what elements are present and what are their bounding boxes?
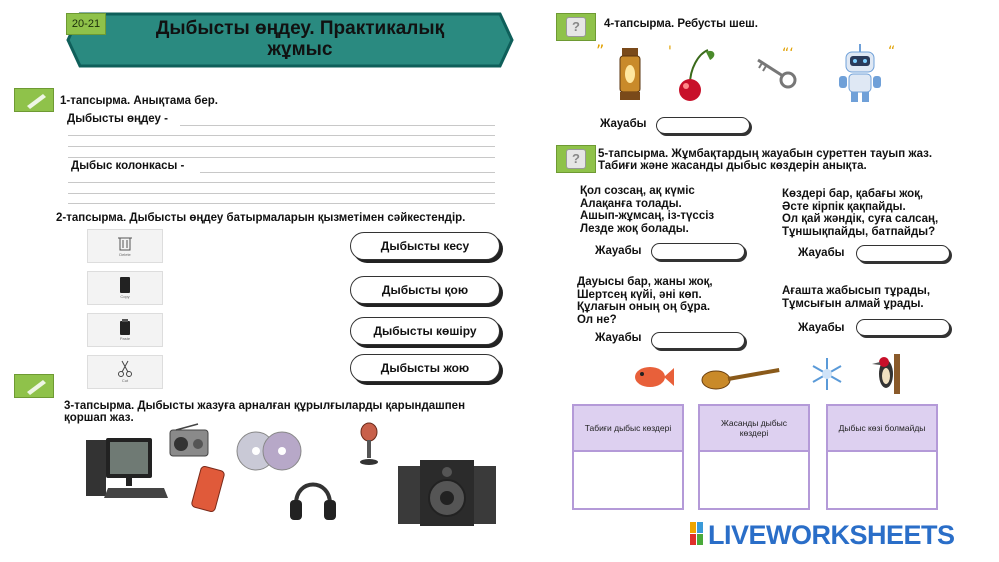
riddle-4-answer-label: Жауабы: [798, 322, 845, 334]
svg-text:“: “: [888, 44, 896, 60]
key-icon: [752, 46, 804, 96]
scissors-icon: [118, 360, 132, 378]
discs-icon[interactable]: [236, 430, 304, 472]
task2-title: 2-тапсырма. Дыбысты өңдеу батырмаларын қызметімен сәйкестендір.: [56, 212, 466, 224]
delete-thumbnail[interactable]: Delete: [87, 229, 163, 263]
riddle-2-answer-input[interactable]: [856, 245, 950, 262]
smartphone-icon[interactable]: [190, 466, 228, 512]
question-icon-2: ?: [556, 145, 596, 173]
copy-icon: [118, 276, 132, 294]
natural-sources-table: [572, 404, 684, 510]
option-copy-button[interactable]: Дыбысты көшіру: [350, 317, 500, 345]
task3-title: 3-тапсырма. Дыбысты жазуға арналған құрылғыларды қарындашпен қоршап жаз.: [64, 400, 466, 424]
pencil-icon-2: [14, 374, 54, 398]
riddle-1-answer-input[interactable]: [651, 243, 745, 260]
task5-title: 5-тапсырма. Жұмбақтардың жауабын суреттен тауып жаз. Табиғи және жасанды дыбыс көздерін анықта.: [598, 148, 933, 172]
grade-badge: 20-21: [66, 13, 106, 35]
option-paste-button[interactable]: Дыбысты қою: [350, 276, 500, 304]
task1-term1: Дыбысты өңдеу -: [67, 113, 168, 125]
svg-text:”: ”: [596, 42, 605, 60]
task4-answer-label: Жауабы: [600, 118, 647, 130]
task4-title: 4-тапсырма. Ребусты шеш.: [604, 18, 758, 30]
artificial-sources-dropzone[interactable]: [700, 452, 808, 506]
riddle-3-answer-input[interactable]: [651, 332, 745, 349]
riddle-1-answer-label: Жауабы: [595, 245, 642, 257]
cut-thumbnail[interactable]: Cut: [87, 355, 163, 389]
headphones-icon[interactable]: [288, 472, 338, 524]
liveworksheets-logo-icon: [690, 522, 704, 546]
riddle-3-answer-label: Жауабы: [595, 332, 642, 344]
riddle-1: Қол созсаң, ақ күміс Алақанға толады. Ашып-жұмсаң, із-түссіз Лезде жоқ болады.: [580, 185, 715, 235]
snowflake-icon[interactable]: [810, 356, 844, 392]
task4-answer-input[interactable]: [656, 117, 750, 134]
paste-icon: [118, 319, 132, 335]
riddle-4: Ағашта жабысып тұрады, Тұмсығын алмай ұрады.: [782, 285, 931, 310]
svg-text:“‘: “‘: [782, 46, 794, 62]
radio-icon[interactable]: [168, 422, 210, 460]
woodpecker-icon[interactable]: [870, 352, 904, 394]
option-cut-button[interactable]: Дыбысты кесу: [350, 232, 500, 260]
question-icon: ?: [556, 13, 596, 41]
speakers-icon[interactable]: [396, 458, 498, 528]
natural-sources-dropzone[interactable]: [574, 452, 682, 506]
no-source-table: [826, 404, 938, 510]
no-source-dropzone[interactable]: [828, 452, 936, 506]
page-title: [110, 18, 490, 60]
riddle-2-answer-label: Жауабы: [798, 247, 845, 259]
pencil-icon: [14, 88, 54, 112]
page-title-line2: жұмыс: [267, 39, 333, 60]
paste-thumbnail[interactable]: Paste: [87, 313, 163, 347]
microphone-icon[interactable]: [356, 422, 382, 468]
artificial-sources-table: [698, 404, 810, 510]
task1-title: 1-тапсырма. Анықтама бер.: [60, 95, 218, 107]
no-source-header: Дыбыс көзі болмайды: [828, 406, 936, 452]
fish-icon[interactable]: [630, 362, 674, 392]
option-delete-button[interactable]: Дыбысты жою: [350, 354, 500, 382]
computer-icon[interactable]: [82, 436, 168, 504]
svg-text:': ': [668, 44, 672, 60]
artificial-sources-header: Жасанды дыбыс көздері: [700, 406, 808, 452]
riddle-3: Дауысы бар, жаны жоқ, Шертсең күйі, әні көп. Құлағын оның оң бұра. Ол не?: [577, 276, 713, 326]
task1-term2: Дыбыс колонкасы -: [71, 160, 185, 172]
robot-icon: [834, 42, 904, 106]
cherry-icon: [668, 44, 720, 104]
trash-icon: [118, 235, 132, 251]
dombra-icon[interactable]: [700, 362, 784, 392]
liveworksheets-logo-text: LIVEWORKSHEETS: [708, 520, 955, 550]
natural-sources-header: Табиғи дыбыс көздері: [574, 406, 682, 452]
copy-thumbnail[interactable]: Copy: [87, 271, 163, 305]
lantern-icon: [596, 42, 652, 106]
riddle-2: Көздері бар, қабағы жоқ, Әсте кірпік қақпайды. Ол қай жәндік, суға салсаң, Тұншықпайды, батпайды?: [782, 188, 939, 238]
riddle-4-answer-input[interactable]: [856, 319, 950, 336]
page-title-line1: Дыбысты өңдеу. Практикалық: [155, 18, 445, 39]
